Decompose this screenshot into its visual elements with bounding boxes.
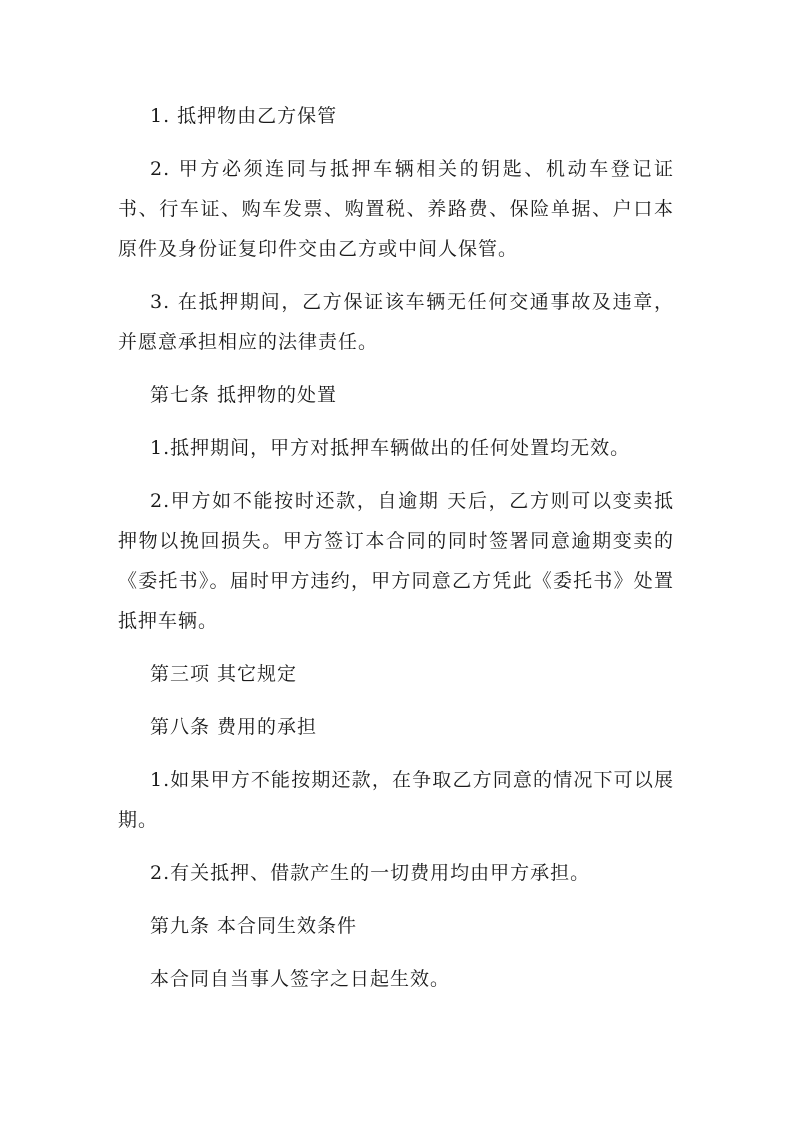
clause-overdue-sale: 2.甲方如不能按时还款，自逾期 天后，乙方则可以变卖抵押物以挽回损失。甲方签订本合同的同时签署同意逾期变卖的《委托书》。届时甲方违约，甲方同意乙方凭此《委托书》处置抵押车辆。 (118, 490, 674, 632)
clause-documents-handover: 2. 甲方必须连同与抵押车辆相关的钥匙、机动车登记证书、行车证、购车发票、购置税、养路费、保险单据、户口本原件及身份证复印件交由乙方或中间人保管。 (118, 158, 674, 260)
clause-guarantee: 3. 在抵押期间，乙方保证该车辆无任何交通事故及违章，并愿意承担相应的法律责任。 (118, 291, 674, 353)
article-7-heading: 第七条 抵押物的处置 (150, 384, 338, 406)
article-9-heading: 第九条 本合同生效条件 (150, 915, 358, 937)
article-8-heading: 第八条 费用的承担 (150, 716, 318, 738)
clause-fees: 2.有关抵押、借款产生的一切费用均由甲方承担。 (150, 862, 591, 884)
document-body (118, 96, 674, 999)
section-3-heading: 第三项 其它规定 (150, 663, 298, 685)
clause-custody: 1. 抵押物由乙方保管 (150, 105, 338, 127)
clause-extension: 1.如果甲方不能按期还款，在争取乙方同意的情况下可以展期。 (118, 769, 674, 831)
clause-effective: 本合同自当事人签字之日起生效。 (150, 968, 451, 990)
clause-disposal-invalid: 1.抵押期间，甲方对抵押车辆做出的任何处置均无效。 (150, 437, 631, 459)
